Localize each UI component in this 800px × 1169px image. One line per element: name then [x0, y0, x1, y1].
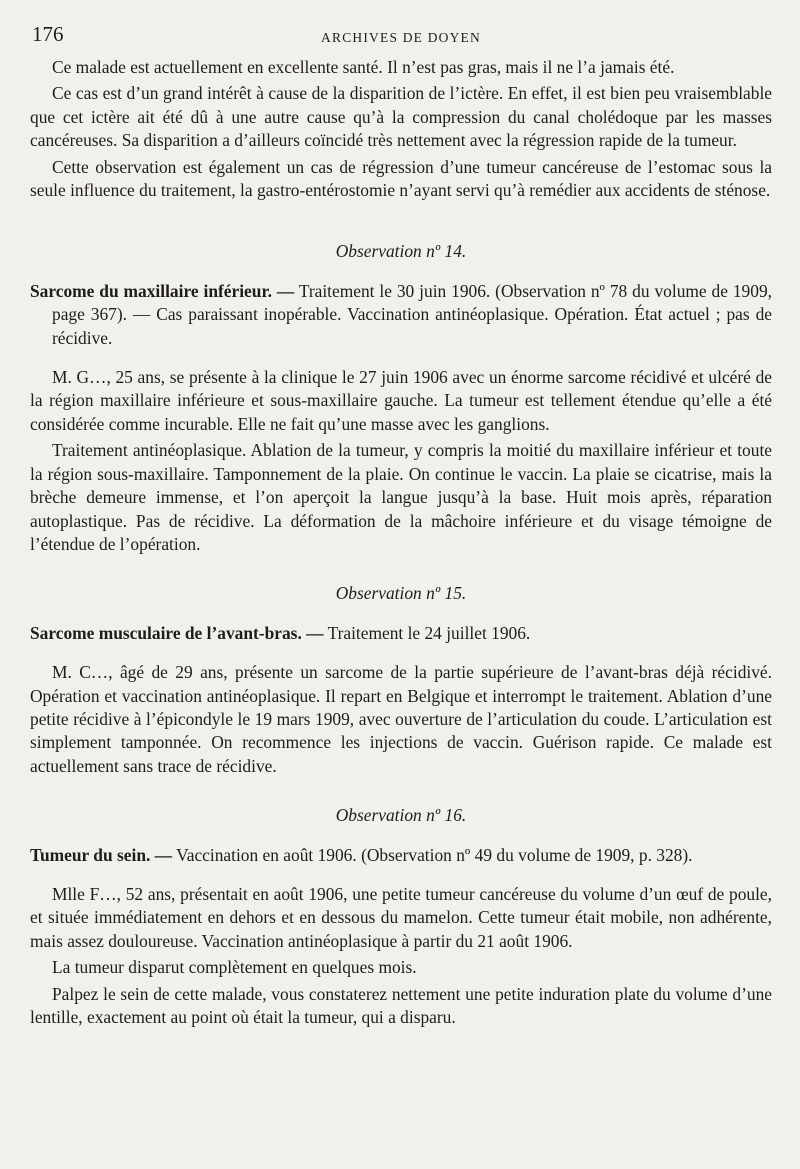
- observation-14-title: Observation nº 14.: [335, 241, 467, 262]
- observation-15-title: Observation nº 15.: [335, 583, 467, 604]
- observation-14-paragraph-2: Traitement antinéoplasique. Ablation de la tumeur, y compris la moitié du maxillaire inférieur et toute la région sous-maxillaire. Tamponnement de la plaie. On continue le vaccin. La plaie se cicatrise, mais la brèche demeure immense, et l’on aperçoit la langue jusqu’à la base. Huit mois après, réparation autoplastique. Pas de récidive. La déformation de la mâchoire inférieure et du visage témoigne de l’étendue de l’opération.: [30, 440, 772, 554]
- intro-paragraph-2: Ce cas est d’un grand intérêt à cause de la disparition de l’ictère. En effet, il est bien peu vraisemblable que cet ictère ait été dû à une autre cause qu’à la compression du canal cholédoque par les masses cancéreuses. Sa disparition a d’ailleurs coïncidé très nettement avec la régression rapide de la tumeur.: [30, 83, 772, 151]
- observation-16-heading-rest: Vaccination en août 1906. (Observation nº 49 du volume de 1909, p. 328).: [172, 844, 693, 865]
- observation-14-heading-bold: Sarcome du maxillaire inférieur. —: [30, 280, 295, 301]
- page-number: 176: [32, 22, 64, 46]
- intro-paragraph-1: Ce malade est actuellement en excellente santé. Il n’est pas gras, mais il ne l’a jamais été.: [52, 57, 675, 77]
- observation-14-heading-rest: Traitement le 30 juin 1906. (Observation nº 78 du volume de 1909, page 367). — Cas paraissant inopérable. Vaccination antinéoplasique. Opération. État actuel ; pas de récidive.: [52, 280, 772, 348]
- observation-16-paragraph-1: Mlle F…, 52 ans, présentait en août 1906, une petite tumeur cancéreuse du volume d’un œuf de poule, et située immédiatement en dehors et en dessous du mamelon. Cette tumeur était mobile, non adhérente, mais assez douloureuse. Vaccination antinéoplasique à partir du 21 août 1906.: [30, 883, 772, 951]
- observation-16-heading: [30, 844, 772, 867]
- running-title: ARCHIVES DE DOYEN: [321, 30, 481, 45]
- observation-14-heading: [30, 280, 772, 350]
- intro-paragraph-3: Cette observation est également un cas de régression d’une tumeur cancéreuse de l’estomac sous la seule influence du traitement, la gastro-entérostomie n’ayant servi qu’à remédier aux accidents de sténose.: [30, 156, 772, 201]
- observation-15-heading-bold: Sarcome musculaire de l’avant-bras. —: [30, 622, 324, 643]
- observation-15-heading: [30, 622, 772, 645]
- observation-15-heading-rest: Traitement le 24 juillet 1906.: [323, 622, 531, 643]
- observation-14-paragraph-1: M. G…, 25 ans, se présente à la clinique le 27 juin 1906 avec un énorme sarcome récidivé et ulcéré de la région maxillaire inférieure et sous-maxillaire gauche. La tumeur est tellement étendue qu’elle a été considérée comme incurable. Elle ne fait qu’une masse avec les ganglions.: [30, 367, 772, 434]
- observation-15-paragraph-1: M. C…, âgé de 29 ans, présente un sarcome de la partie supérieure de l’avant-bras déjà récidivé. Opération et vaccination antinéoplasique. Il repart en Belgique et interrompt le traitement. Ablation d’une petite récidive à l’épicondyle le 19 mars 1909, avec ouverture de l’articulation du coude. L’articulation est simplement tamponnée. On recommence les injections de vaccin. Guérison rapide. Ce malade est actuellement sans trace de récidive.: [30, 662, 772, 776]
- running-header: [30, 22, 772, 56]
- observation-16-title: Observation nº 16.: [335, 805, 467, 826]
- observation-16-paragraph-3: Palpez le sein de cette malade, vous constaterez nettement une petite induration plate du volume d’une lentille, exactement au point où était la tumeur, qui a disparu.: [30, 983, 772, 1027]
- observation-16-paragraph-2: La tumeur disparut complètement en quelques mois.: [52, 957, 417, 978]
- observation-16-heading-bold: Tumeur du sein. —: [30, 844, 173, 865]
